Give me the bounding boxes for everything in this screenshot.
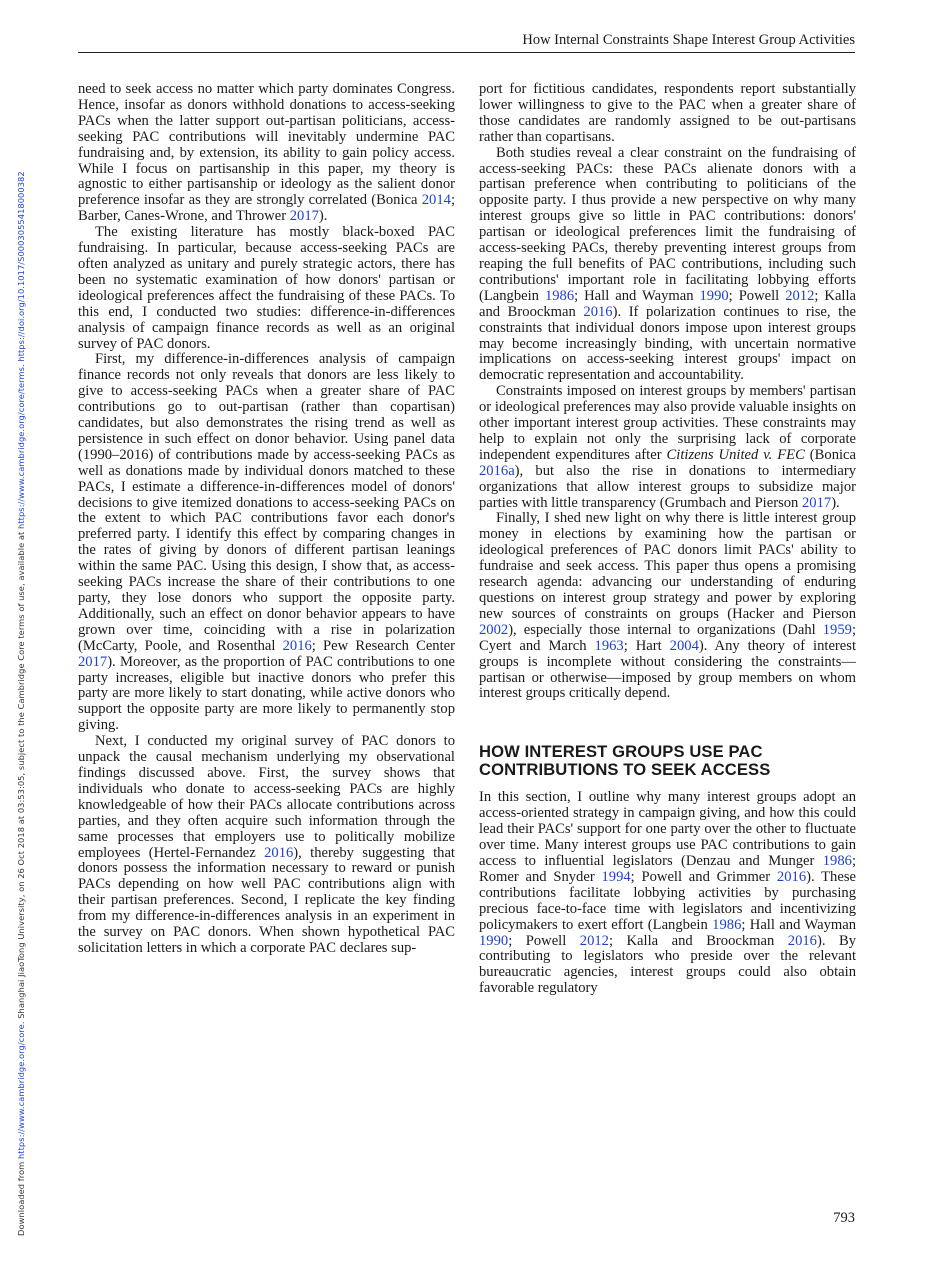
body-text: need to seek access no matter which party dominates Congress. Hence, insofar as donors withhold donations to access-seeking PACs when the latter support out-partisan politicians, access-seeking PAC contributions will inevitably undermine PAC fundraising and, by extension, its ability to gain policy access. While I focus on partisanship in this paper, my theory is agnostic to either partisanship or ideology as the salient donor preference insofar as they are strongly correlated (Bonica (78, 81, 455, 209)
body-text: ; Romer and Snyder (479, 852, 856, 885)
download-notice-mid: . Shanghai JiaoTong University, on 26 Oct 2018 at 03:53:05, subject to the Cambridge Core terms of use, available at (16, 528, 26, 1025)
citation-link[interactable]: 2016 (776, 868, 807, 885)
body-text: port for fictitious candidates, respondents report substantially lower willingness to give to the PAC when a greater share of those candidates are randomly assigned to be out-partisans rather than copartisans. (479, 81, 856, 145)
body-text: ; Kalla and Broockman (608, 932, 788, 949)
cambridge-terms-link[interactable]: https://www.cambridge.org/core/terms (16, 366, 26, 529)
body-text: ; Hall and Wayman (741, 916, 856, 933)
body-text: ). By contributing to legislators who preside over the relevant bureaucratic agencies, interest groups could also obtain favorable regulatory (479, 932, 857, 997)
body-text: ; Pew Research Center (311, 637, 455, 654)
download-notice (16, 96, 26, 1236)
citation-link[interactable]: 2016 (264, 844, 294, 861)
citation-link[interactable]: 2002 (479, 621, 509, 638)
body-text: ; Powell (508, 932, 580, 949)
doi-link[interactable]: https://doi.org/10.1017/S0003055418000382 (16, 171, 26, 362)
case-name: Citizens United v. FEC (666, 446, 805, 463)
citation-link[interactable]: 1986 (712, 916, 742, 933)
body-text: First, my difference-in-differences analysis of campaign finance records not only reveals that donors are less likely to give to access-seeking PACs when a greater share of PAC contributions go to out-partisan (rather than copartisan) candidates, but also demonstrates the rising trend as well as persistence in such effect on donor behavior. Using panel data (1990–2016) of contributions made by access-seeking PACs as well as donations made by individual donors matched to these PACs, I estimate a difference-in-differences model of donors' decisions to give itemized donations to access-seeking PACs on the extent to which PAC contributions favor each donor's preferred party. I identify this effect by comparing changes in the rates of giving by donors of different partisan leanings within the same PAC. Using this design, I show that, as access-seeking PACs increase the share of their contributions to one party, they lose donors who support the opposite party. Additionally, such an effect on donor behavior appears to have grown over time, coinciding with a rise in polarization (McCarty, Poole, and Rosenthal (78, 351, 455, 654)
citation-link[interactable]: 1986 (822, 852, 852, 869)
body-text: ; Powell (728, 287, 786, 304)
citation-link[interactable]: 2012 (579, 932, 609, 949)
citation-link[interactable]: 1990 (699, 287, 729, 304)
paragraph (479, 790, 856, 997)
body-text: ; Hart (623, 637, 670, 654)
citation-link[interactable]: 2004 (669, 637, 699, 654)
paragraph (78, 352, 455, 734)
paragraph (479, 82, 856, 146)
citation-link[interactable]: 2017 (802, 494, 832, 511)
body-text: ). Moreover, as the proportion of PAC contributions to one party increases, eligible but inactive donors who prefer this party are more likely to start donating, while active donors who support the opposite party are more likely to permanently stop giving. (78, 653, 455, 734)
section-heading: HOW INTEREST GROUPS USE PAC CONTRIBUTIONS TO SEEK ACCESS (479, 742, 771, 780)
citation-link[interactable]: 2012 (785, 287, 815, 304)
paragraph (479, 511, 856, 702)
body-text: ; Barber, Canes-Wrone, and Thrower (78, 192, 455, 225)
download-notice-sep: . (16, 361, 26, 367)
body-text: Next, I conducted my original survey of PAC donors to unpack the causal mechanism underlying my observational findings discussed above. First, the survey shows that individuals who donate to access-seeking PACs are highly knowledgeable of how their PACs allocate contributions across parties, and they often acquire such information through the same processes that employers use to politically mobilize employees (Hertel-Fernandez (78, 733, 455, 861)
paragraph (78, 734, 455, 957)
body-text: ; Kalla and Broockman (479, 287, 857, 320)
body-text: ), thereby suggesting that donors possess the information necessary to reward or punish PACs depending on how well PAC contributions align with their partisan preferences. Second, I replicate the key finding from my difference-in-differences analysis in an experiment in the survey on PAC donors. When shown hypothetical PAC solicitation letters in which a corporate PAC declares sup- (78, 844, 455, 956)
body-text: ). If polarization continues to rise, the constraints that individual donors impose upon interest groups may become increasingly binding, with uncertain normative implications on access-seeking interest groups' impact on democratic representation and accountability. (479, 303, 856, 384)
paragraph (78, 225, 455, 352)
running-title: How Internal Constraints Shape Interest Group Activities (522, 32, 855, 48)
body-text: ), but also the rise in donations to intermediary organizations that allow interest groups to subsidize major parties with little transparency (Grumbach and Pierson (479, 462, 856, 511)
body-text: Finally, I shed new light on why there is little interest group money in elections by examining how the partisan or ideological preferences of PAC donors limit PACs' ability to fundraise and seek access. This paper thus opens a promising research agenda: advancing our understanding of enduring questions on interest group strategy and power by exploring new sources of constraints on groups (Hacker and Pierson (479, 510, 856, 622)
citation-link[interactable]: 2016 (583, 303, 613, 320)
citation-link[interactable]: 1990 (479, 932, 509, 949)
right-column (479, 82, 856, 997)
body-text: Both studies reveal a clear constraint on the fundraising of access-seeking PACs: these PACs alienate donors with a partisan preference when contributing to politicians of the opposite party. I thus provide a new perspective on why many interest groups give so little in PAC contributions: donors' partisan or ideological preferences limit the fundraising of access-seeking PACs, thereby preventing interest groups from reaping the full benefits of PAC contributions, including such contributions' important role in facilitating lobbying efforts (Langbein (479, 144, 856, 304)
body-text: ), especially those internal to organizations (Dahl (508, 621, 823, 638)
citation-link[interactable]: 2016 (282, 637, 312, 654)
body-text: Constraints imposed on interest groups by members' partisan or ideological preferences may also provide valuable insights on other important interest group activities. These constraints may help to explain not only the surprising lack of corporate independent expenditures after (479, 383, 856, 463)
body-text: ). (318, 208, 328, 225)
download-notice-prefix: Downloaded from (16, 1159, 26, 1236)
citation-link[interactable]: 2016a (479, 462, 515, 479)
body-text: ; Hall and Wayman (574, 287, 700, 304)
body-text: ; Cyert and March (479, 621, 856, 654)
paragraph (479, 384, 856, 511)
body-text: (Bonica (804, 446, 856, 463)
body-text: ). Any theory of interest groups is incomplete without considering the constraints—partisan or otherwise—imposed by group members on whom interest groups critically depend. (479, 637, 857, 702)
body-text: ). These contributions facilitate lobbying activities by purchasing precious face-to-face time with legislators and incentivizing policymakers to exert effort (Langbein (479, 868, 856, 933)
body-text: In this section, I outline why many interest groups adopt an access-oriented strategy in campaign giving, and how this could lead their PACs' support for one party over the other to fluctuate over time. Many interest groups use PAC contributions to gain access to influential legislators (Denzau and Munger (479, 789, 856, 869)
citation-link[interactable]: 2017 (78, 653, 108, 670)
paragraph (479, 146, 856, 385)
citation-link[interactable]: 1959 (822, 621, 852, 638)
running-header (78, 28, 855, 53)
left-column (78, 82, 455, 957)
citation-link[interactable]: 1986 (544, 287, 575, 304)
citation-link[interactable]: 1994 (601, 868, 631, 885)
citation-link[interactable]: 2016 (787, 932, 817, 949)
citation-link[interactable]: 2014 (421, 192, 451, 209)
citation-link[interactable]: 1963 (594, 637, 624, 654)
body-text: The existing literature has mostly black-boxed PAC fundraising. In particular, because access-seeking PACs are often analyzed as unitary and purely strategic actors, there has been no systematic examination of how donors' partisan or ideological preferences affect the fundraising of these PACs. To this end, I conducted two studies: difference-in-differences analysis of campaign finance records as well as an original survey of PAC donors. (78, 224, 455, 352)
page-number: 793 (833, 1210, 855, 1226)
paragraph (78, 82, 455, 225)
body-text: ; Powell and Grimmer (630, 868, 777, 885)
citation-link[interactable]: 2017 (289, 208, 319, 225)
cambridge-core-link[interactable]: https://www.cambridge.org/core (16, 1024, 26, 1159)
body-text: ). (831, 494, 840, 511)
